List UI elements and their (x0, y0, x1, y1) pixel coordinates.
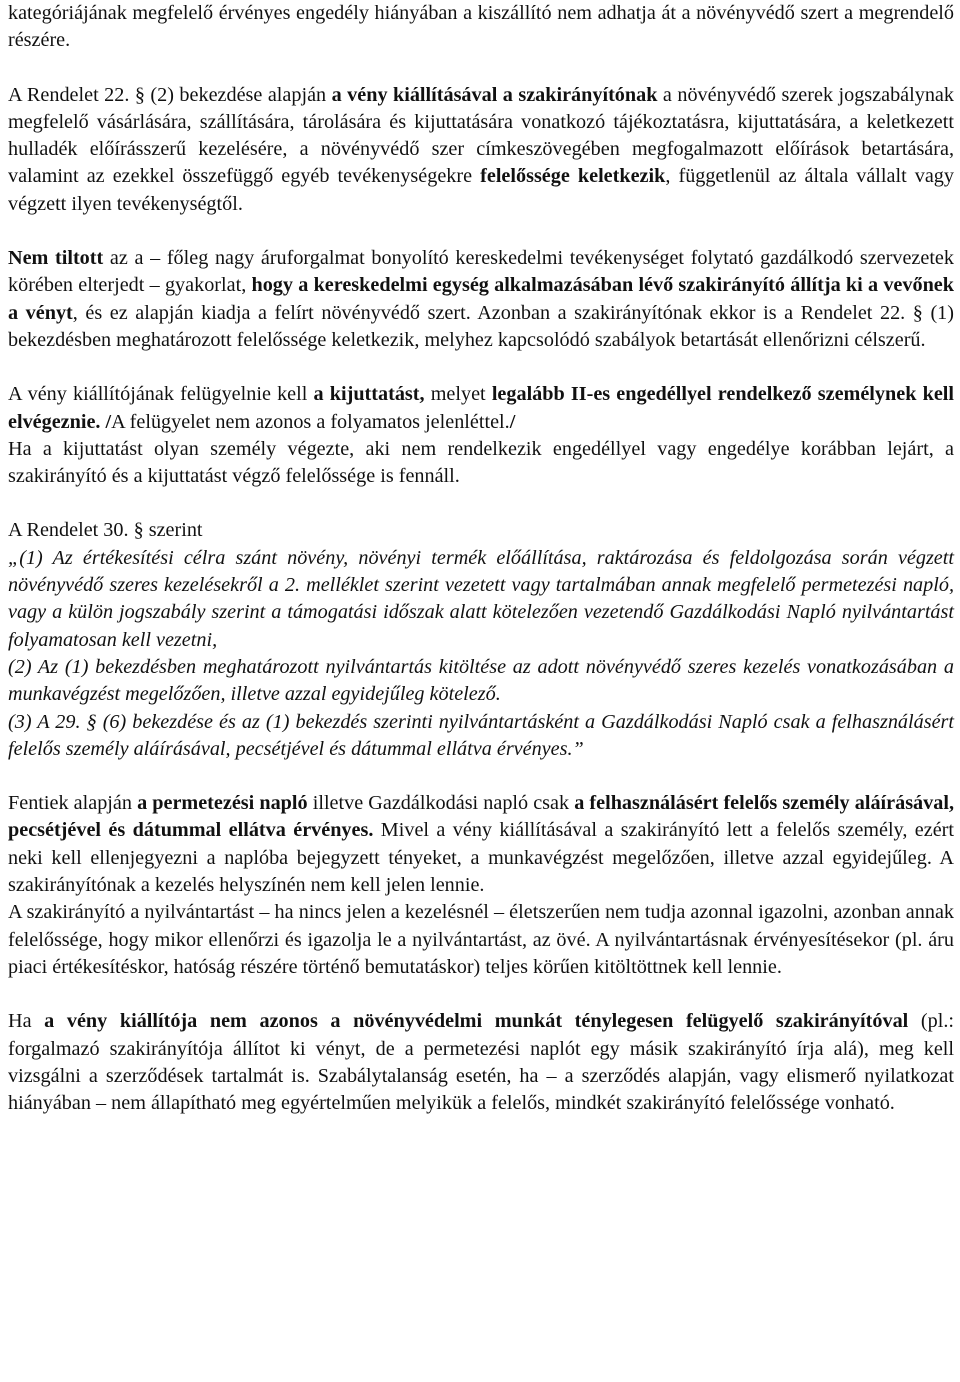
paragraph-engedely-lejart: Ha a kijuttatást olyan személy végezte, aki nem rendelkezik engedéllyel vagy engedélye korábban lejárt, a szakirányító és a kijuttatást végző felelőssége is fennáll. (8, 437, 954, 488)
paragraph-nem-tiltott (8, 245, 954, 354)
bold-text-run: a kijuttatást, (313, 383, 425, 406)
text-run: a növényvédő szerek jogszabálynak megfelelő vásárlására, szállítására, tárolására és kijuttatására vonatkozó tájékoztatásra, kijuttatására, a keletkezett hulladék előírásszerű kezelésére, a növényvédő szer címkeszövegében megfogalmazott előírások betartására, valamint az ezekkel összefüggő egyéb tevékenységekre (8, 83, 954, 188)
paragraph-rendelet-22-2 (8, 82, 954, 218)
quote-item-2: (2) Az (1) bekezdésben meghatározott nyilvántartás kitöltése az adott növényvédő szeres kezelés vonatkozásában a munkavégzést megelőzően, illetve azzal egyidejűleg kötelező. (8, 655, 954, 706)
paragraph-fentiek-alapjan (8, 790, 954, 899)
bold-text-run: a permetezési napló (137, 792, 308, 815)
quote-item-1: „(1) Az értékesítési célra szánt növény, növényi termék előállítása, raktározása és feldolgozása során végzett növényvédő szeres kezelésekről a 2. melléklet szerint vezetett vagy tartalmában annak megfelelő permetezési napló, vagy a külön jogszabály szerint a támogatási időszak alatt kötelezően vezetendő Gazdálkodási Napló nyilvántartást folyamatosan kell vezetni, (8, 546, 954, 651)
bold-text-run: Nem tiltott (8, 247, 104, 270)
bold-text-run: hogy a kereskedelmi egység alkalmazásában lévő szakirányító állítja ki a vevőnek a vényt (8, 274, 954, 324)
bold-text-run: a vény kiállításával a szakirányítónak (331, 83, 658, 106)
text-run: az a – főleg nagy áruforgalmat bonyolító kereskedelmi tevékenységet folytató gazdálkodó szervezetek körében elterjedt – gyakorlat, (8, 247, 954, 297)
paragraph-szakiranyito-nyilvantartas: A szakirányító a nyilvántartást – ha nincs jelen a kezelésnél – életszerűen nem tudja azonnal igazolni, azonban annak felelőssége, hogy mikor ellenőrzi és igazolja le a nyilvántartást, az övé. A nyilvántartásnak érvényesítésekor (pl. áru piaci értékesítéskor, hatóság részére történő bemutatáskor) teljes körűen kitöltöttnek kell lennie. (8, 901, 954, 978)
paragraph-veny-kiallitoja-nem-azonos (8, 1008, 954, 1117)
text-run: Ha (8, 1010, 45, 1033)
bold-text-run: a vény kiállítója nem azonos a növényvédelmi munkát ténylegesen felügyelő szakirányítóval (44, 1010, 909, 1033)
bold-text-run: legalább II-es engedéllyel rendelkező személynek kell elvégeznie. / (8, 383, 954, 433)
text-run: Fentiek alapján (8, 792, 138, 815)
paragraph-continuation: kategóriájának megfelelő érvényes engedély hiányában a kiszállító nem adhatja át a növényvédő szert a megrendelő részére. (8, 2, 954, 52)
text-run: , és ez alapján kiadja a felírt növényvédő szert. Azonban a szakirányítónak ekkor is a Rendelet 22. § (1) bekezdésben meghatározott felelőssége keletkezik, melyhez kapcsolódó szabályok betartását ellenőrizni célszerű. (8, 301, 954, 351)
text-run: (pl.: forgalmazó szakirányítója állítot ki vényt, de a permetezési naplót egy másik szakirányító írja alá), meg kell vizsgálni a szerződések tartalmát is. Szabálytalanság esetén, ha – a szerződés alapján, vagy elismerő nyilatkozat hiányában – nem állapítható meg egyértelműen melyikük a felelős, mindkét szakirányító felelőssége vonható. (8, 1010, 954, 1115)
text-run: melyet (424, 383, 492, 406)
bold-text-run: / (509, 410, 516, 433)
bold-text-run: a felhasználásért felelős személy aláírásával, pecsétjével és dátummal ellátva érvényes. (8, 792, 954, 842)
text-run: A Rendelet 22. § (2) bekezdése alapján (8, 83, 332, 106)
text-run: A vény kiállítójának felügyelnie kell (8, 383, 314, 406)
paragraph-rendelet-30: A Rendelet 30. § szerint (8, 519, 203, 542)
text-run: , függetlenül az általa vállalt vagy végzett ilyen tevékenységtől. (8, 165, 954, 215)
quote-item-3: (3) A 29. § (6) bekezdése és az (1) bekezdés szerinti nyilvántartásként a Gazdálkodási Napló csak a felhasználásért felelős személy aláírásával, pecsétjével és dátummal ellátva érvényes.” (8, 710, 954, 760)
document-page (8, 0, 954, 1117)
paragraph-veny-kiallito-felugyelet (8, 381, 954, 436)
bold-text-run: felelőssége keletkezik (480, 165, 666, 188)
text-run: Mivel a vény kiállításával a szakirányító lett a felelős személy, ezért neki kell ellenjegyezni a naplóba bejegyzett tényeket, a munkavégzést megelőzően, illetve azzal egyidejűleg. A szakirányítónak a kezelés helyszínén nem kell jelen lennie. (8, 819, 954, 897)
text-run: A felügyelet nem azonos a folyamatos jelenléttel. (111, 410, 510, 433)
text-run: illetve Gazdálkodási napló csak (307, 792, 575, 815)
